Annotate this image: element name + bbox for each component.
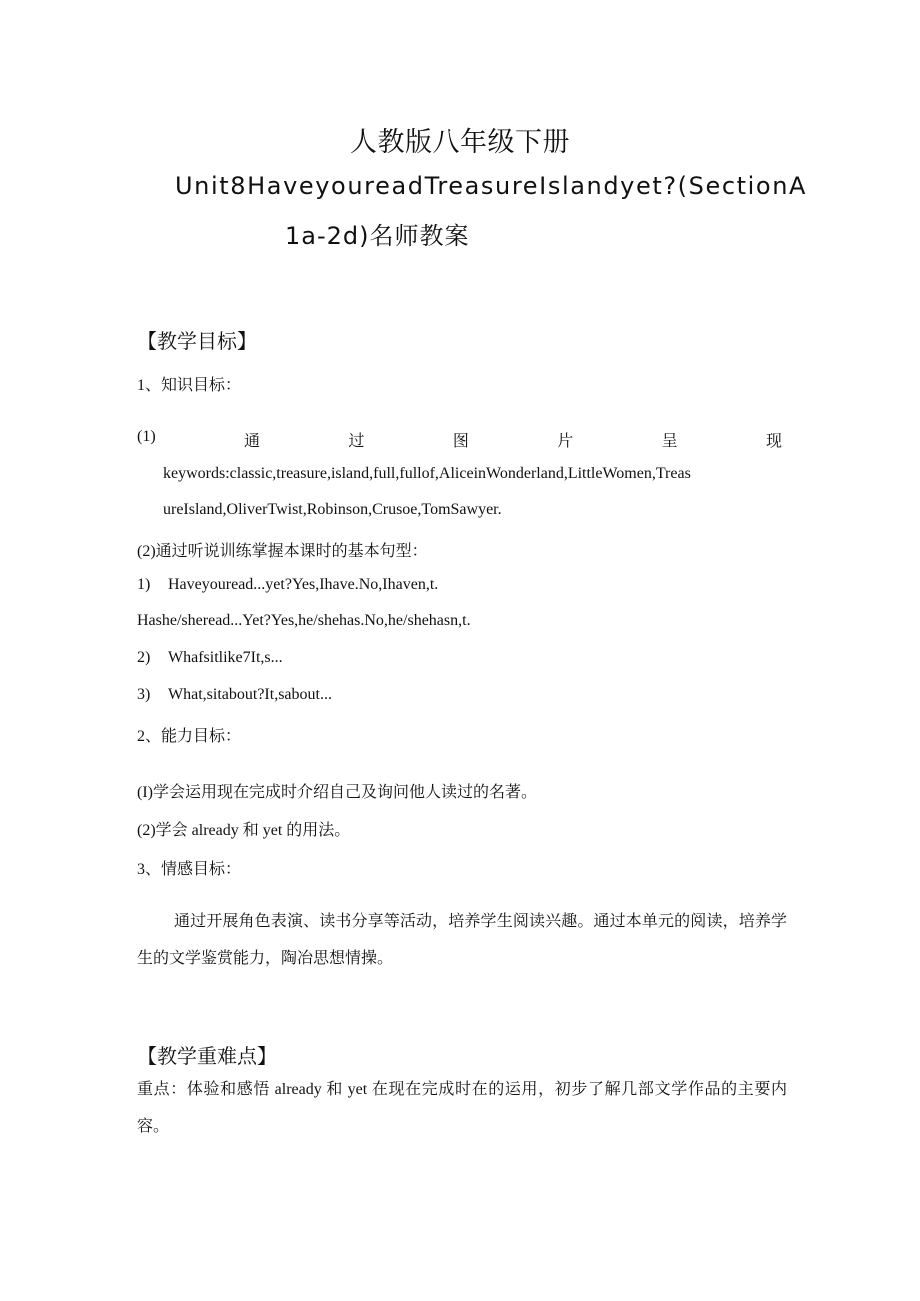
ability-objectives-label: 2、能力目标： <box>137 728 242 745</box>
document-title: 人教版八年级下册 <box>350 127 570 158</box>
sentence-pattern-1 <box>137 576 438 594</box>
item-1-char: 过 <box>348 433 365 450</box>
item-1-char: 呈 <box>661 433 678 450</box>
item-1-char: 通 <box>244 433 261 450</box>
knowledge-item-1-line-3: ureIsland,OliverTwist,Robinson,Crusoe,TomSawyer. <box>163 501 502 518</box>
pattern-text: Whafsitlike7It,s... <box>168 649 283 666</box>
knowledge-item-2: (2)通过听说训练掌握本课时的基本句型： <box>137 543 428 560</box>
knowledge-item-1-line-2: keywords:classic,treasure,island,full,fullof,AliceinWonderland,LittleWomen,Treas <box>163 465 691 482</box>
sentence-pattern-3 <box>137 686 332 704</box>
sentence-pattern-1b <box>137 612 471 630</box>
pattern-number: 1) <box>137 576 151 593</box>
key-points-paragraph: 重点：体验和感悟 already 和 yet 在现在完成时在的运用，初步了解几部文学作品的主要内容。 <box>137 1081 787 1135</box>
key-difficult-points-heading: 【教学重难点】 <box>137 1046 277 1068</box>
emotion-paragraph: 通过开展角色表演、读书分享等活动，培养学生阅读兴趣。通过本单元的阅读，培养学生的文学鉴赏能力，陶冶思想情操。 <box>137 913 787 967</box>
teaching-objectives-heading: 【教学目标】 <box>137 331 257 353</box>
knowledge-item-1-line-1 <box>137 428 782 451</box>
item-1-char: 片 <box>557 433 574 450</box>
pattern-text: Hashe/sheread...Yet?Yes,he/shehas.No,he/shehasn,t. <box>137 612 471 629</box>
pattern-number: 3) <box>137 686 151 703</box>
pattern-number: 2) <box>137 649 151 666</box>
document-subtitle: Unit8HaveyoureadTreasureIslandyet?(SectionA <box>175 172 808 200</box>
knowledge-objectives-label: 1、知识目标： <box>137 377 242 394</box>
ability-item-2: (2)学会 already 和 yet 的用法。 <box>137 822 351 839</box>
document-subtitle-continued: 1a-2d)名师教案 <box>285 222 470 250</box>
item-1-char: 图 <box>452 433 469 450</box>
pattern-text: What,sitabout?It,sabout... <box>168 686 332 703</box>
emotion-objectives-label: 3、情感目标： <box>137 861 242 878</box>
item-1-char: 现 <box>765 433 782 450</box>
sentence-pattern-2 <box>137 649 283 667</box>
pattern-text: Haveyouread...yet?Yes,Ihave.No,Ihaven,t. <box>168 576 439 593</box>
ability-item-1: (I)学会运用现在完成时介绍自己及询问他人读过的名著。 <box>137 784 537 801</box>
item-1-char: (1) <box>137 428 156 445</box>
